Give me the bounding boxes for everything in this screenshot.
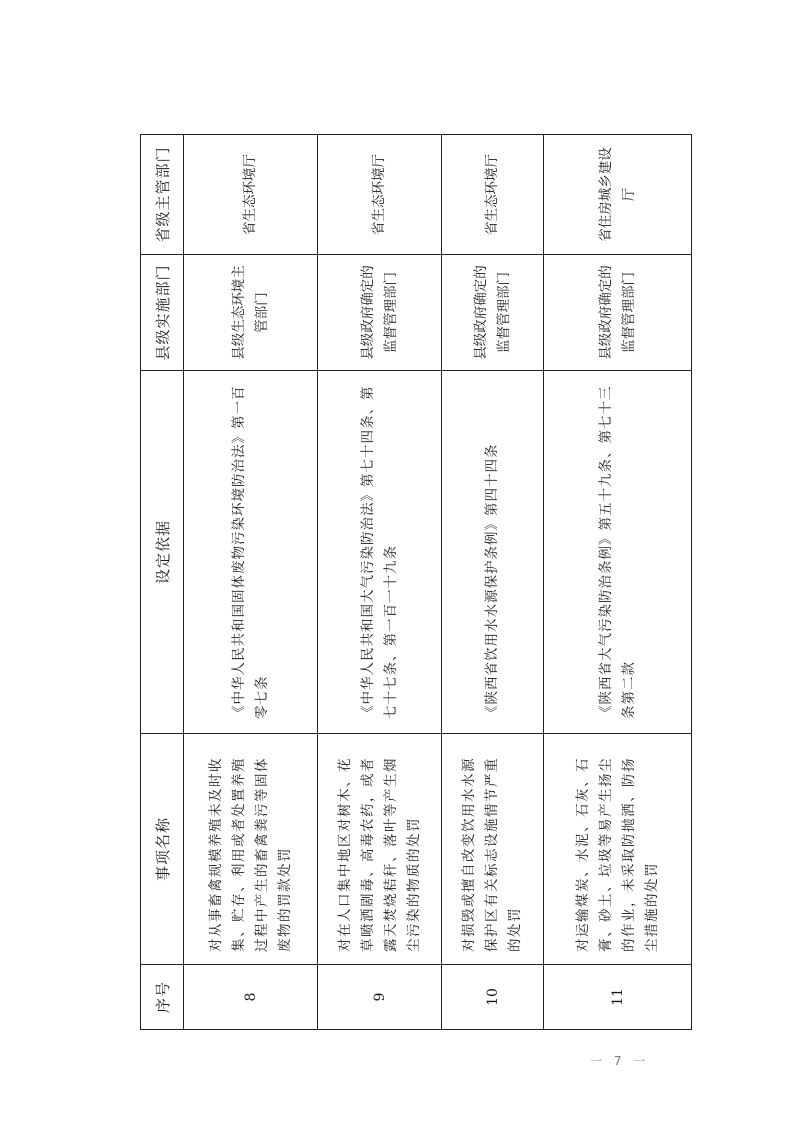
table-row	[318, 135, 442, 1030]
row-county-dept: 县级政府确定的监督管理部门	[544, 255, 692, 371]
header-county-dept: 县级实施部门	[141, 255, 184, 371]
row-province-dept: 省生态环境厅	[318, 135, 442, 255]
row-no: 11	[544, 965, 692, 1030]
items-table	[140, 134, 692, 1030]
header-province-dept: 省级主管部门	[141, 135, 184, 255]
row-basis: 《中华人民共和国固体废物污染环境防治法》第一百零七条	[184, 371, 318, 734]
row-no: 10	[442, 965, 544, 1030]
header-basis: 设定依据	[141, 371, 184, 734]
row-basis: 《陕西省饮用水水源保护条例》第四十四条	[442, 371, 544, 734]
header-no: 序号	[141, 965, 184, 1030]
row-province-dept: 省生态环境厅	[442, 135, 544, 255]
row-name: 对运输煤炭、水泥、石灰、石膏、砂土、垃圾等易产生扬尘的作业，未采取防抛洒、防扬尘措施的处罚	[544, 734, 692, 965]
table-row	[442, 135, 544, 1030]
row-county-dept: 县级生态环境主管部门	[184, 255, 318, 371]
row-no: 9	[318, 965, 442, 1030]
table-row	[184, 135, 318, 1030]
row-no: 8	[184, 965, 318, 1030]
page-number-marks: 一 7 一	[590, 1054, 650, 1068]
row-name: 对在人口集中地区对树木、花草喷洒剧毒、高毒农药，或者露天焚烧秸秆、落叶等产生烟尘污染的物质的处罚	[318, 734, 442, 965]
table-header-row	[141, 135, 184, 1030]
row-province-dept: 省生态环境厅	[184, 135, 318, 255]
row-name: 对损毁或擅自改变饮用水水源保护区有关标志设施情节严重的处罚	[442, 734, 544, 965]
header-name: 事项名称	[141, 734, 184, 965]
row-basis: 《陕西省大气污染防治条例》第五十九条、第七十三条第二款	[544, 371, 692, 734]
table-row	[544, 135, 692, 1030]
row-name: 对从事畜禽规模养殖未及时收集、贮存、利用或者处置养殖过程中产生的畜禽粪污等固体废物的罚款处罚	[184, 734, 318, 965]
row-basis: 《中华人民共和国大气污染防治法》第七十四条、第七十七条、第一百一十九条	[318, 371, 442, 734]
row-county-dept: 县级政府确定的监督管理部门	[318, 255, 442, 371]
row-province-dept: 省住房城乡建设厅	[544, 135, 692, 255]
rotated-table-container	[140, 140, 690, 1030]
row-county-dept: 县级政府确定的监督管理部门	[442, 255, 544, 371]
